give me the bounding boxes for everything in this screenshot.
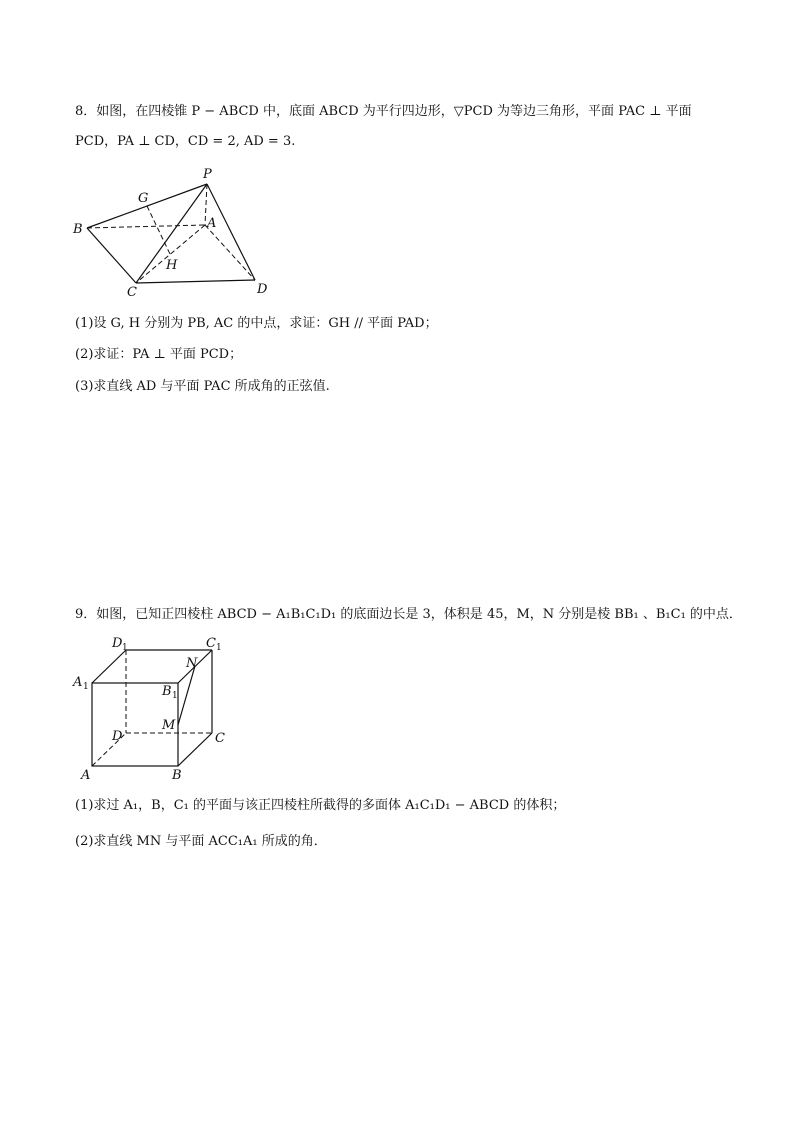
label-A1: A <box>73 675 83 690</box>
edge-AD <box>205 225 255 280</box>
edge-A1D1 <box>92 650 126 683</box>
pyramid-figure <box>70 163 290 298</box>
edge-BA <box>87 225 205 228</box>
label-C1: C <box>206 636 216 651</box>
problem-8-statement-line-2: PCD，PA ⊥ CD，CD = 2, AD = 3. <box>75 134 296 149</box>
edge-BC <box>87 228 136 283</box>
edge-BC <box>178 733 212 766</box>
problem-9-statement-line-1: 9．如图，已知正四棱柱 ABCD − A₁B₁C₁D₁ 的底面边长是 3，体积是 45，M，N 分别是棱 BB₁ 、B₁C₁ 的中点． <box>75 607 742 622</box>
edge-CD <box>136 280 255 283</box>
problem-8-question-2: (2)求证：PA ⊥ 平面 PCD； <box>75 347 243 362</box>
label-A: A <box>81 768 91 783</box>
label-D: D <box>257 282 268 297</box>
label-N: N <box>186 656 198 671</box>
segment-GH <box>147 206 170 254</box>
label-B1-subscript: 1 <box>172 691 178 701</box>
problem-8-statement-line-1: 8．如图，在四棱锥 P − ABCD 中，底面 ABCD 为平行四边形，▽PCD 为等边三角形，平面 PAC ⊥ 平面 <box>75 104 692 119</box>
label-B: B <box>172 768 182 783</box>
edge-PD <box>207 184 255 280</box>
label-A1-subscript: 1 <box>83 682 89 692</box>
problem-9-question-2: (2)求直线 MN 与平面 ACC₁A₁ 所成的角． <box>75 834 327 849</box>
label-G: G <box>138 191 149 206</box>
label-B1: B <box>162 684 172 699</box>
label-D1: D <box>112 636 123 651</box>
prism-figure <box>70 633 240 783</box>
label-H: H <box>166 258 178 273</box>
label-A: A <box>207 216 217 231</box>
label-D: D <box>112 729 123 744</box>
problem-8-question-3: (3)求直线 AD 与平面 PAC 所成角的正弦值. <box>75 379 330 394</box>
label-B: B <box>73 222 83 237</box>
label-C: C <box>127 285 137 298</box>
label-C: C <box>215 731 225 746</box>
label-D1-subscript: 1 <box>122 643 128 653</box>
label-C1-subscript: 1 <box>216 643 222 653</box>
diagonal-AC <box>136 225 205 283</box>
problem-8-question-1: (1)设 G, H 分别为 PB, AC 的中点，求证：GH // 平面 PAD； <box>75 316 438 331</box>
problem-9-question-1: (1)求过 A₁，B，C₁ 的平面与该正四棱柱所截得的多面体 A₁C₁D₁ − ABCD 的体积； <box>75 798 566 813</box>
label-M: M <box>162 718 176 733</box>
label-P: P <box>203 167 212 182</box>
